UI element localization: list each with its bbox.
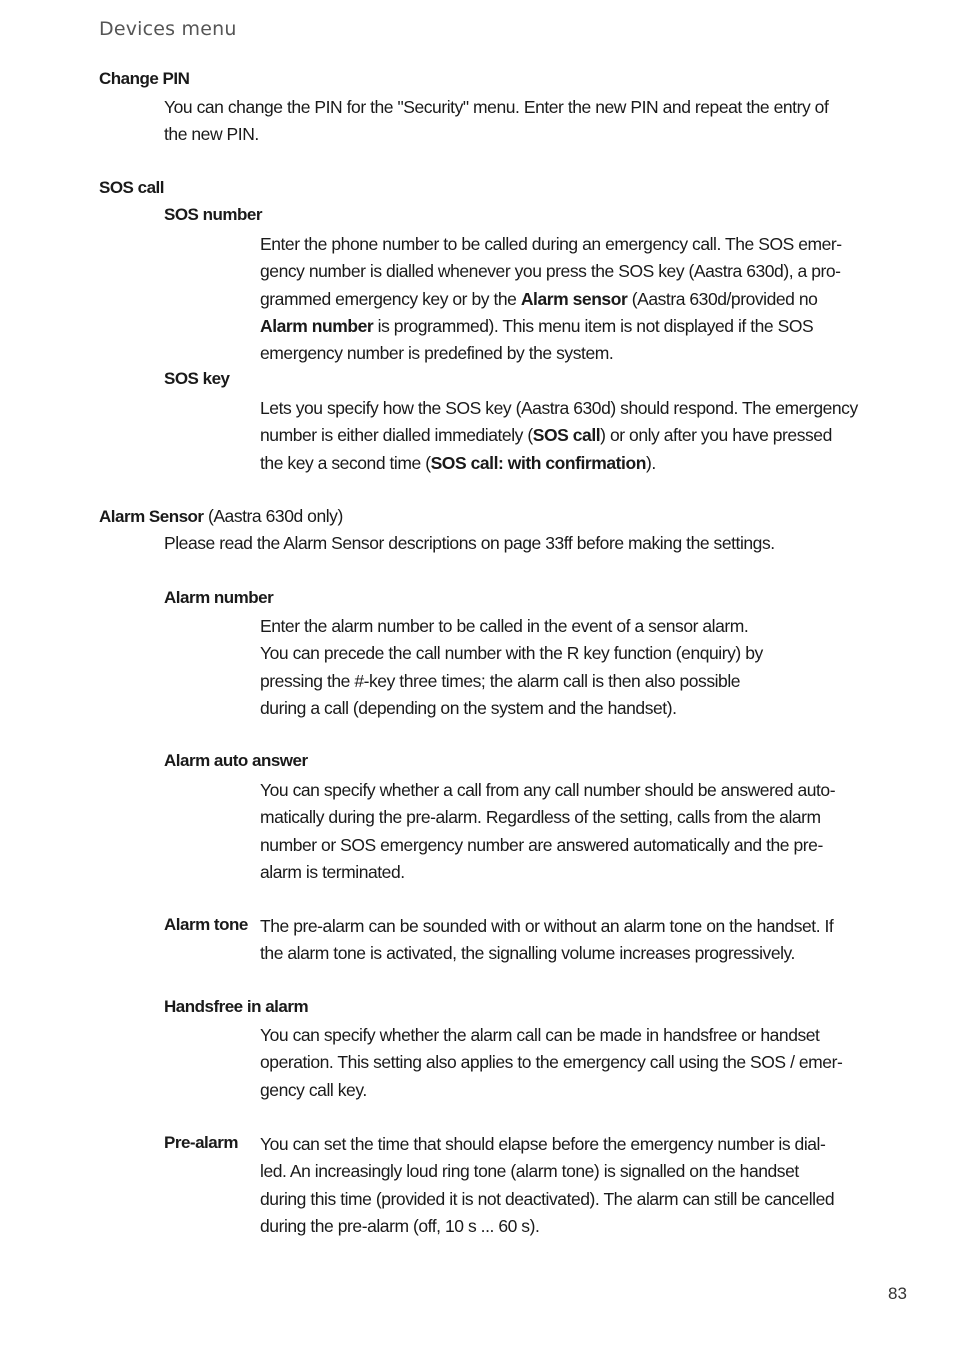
sos-number-line: Enter the phone number to be called during an emergency call. The SOS emer- — [260, 234, 842, 254]
change-pin-text — [164, 94, 828, 149]
page-header: Devices menu — [99, 18, 237, 40]
page-number: 83 — [888, 1284, 907, 1303]
sos-key-text — [260, 395, 858, 477]
alarm-sensor-intro: Please read the Alarm Sensor descriptions on page 33ff before making the settings. — [164, 533, 775, 553]
sos-call-term: SOS call — [532, 425, 601, 446]
alarm-number-line: during a call (depending on the system and the handset). — [260, 697, 677, 718]
sos-key-heading: SOS key — [164, 369, 230, 388]
alarm-tone-heading: Alarm tone — [164, 915, 248, 934]
sos-call-confirmation-term: SOS call: with confirmation — [430, 452, 646, 473]
alarm-number-line: Enter the alarm number to be called in the event of a sensor alarm. — [260, 616, 749, 636]
pre-alarm-line: during this time (provided it is not deactivated). The alarm can still be cancelled — [260, 1188, 835, 1209]
change-pin-line: You can change the PIN for the "Security" menu. Enter the new PIN and repeat the entry of — [164, 97, 829, 117]
sos-key-line: Lets you specify how the SOS key (Aastra 630d) should respond. The emergency — [260, 398, 858, 418]
handsfree-in-alarm-text — [260, 1022, 842, 1104]
sos-number-line: gency number is dialled whenever you press the SOS key (Aastra 630d), a pro- — [260, 261, 841, 282]
alarm-sensor-heading: Alarm Sensor (Aastra 630d only) — [99, 506, 343, 526]
alarm-tone-line: the alarm tone is activated, the signalling volume increases progressively. — [260, 943, 795, 964]
handsfree-in-alarm-line: gency call key. — [260, 1079, 367, 1100]
sos-number-line: Alarm number is programmed). This menu item is not displayed if the SOS — [260, 315, 814, 336]
pre-alarm-line: You can set the time that should elapse before the emergency number is dial- — [260, 1134, 826, 1154]
pre-alarm-text — [260, 1131, 834, 1240]
pre-alarm-line: during the pre-alarm (off, 10 s ... 60 s). — [260, 1215, 540, 1236]
alarm-number-heading: Alarm number — [164, 588, 274, 607]
handsfree-in-alarm-line: operation. This setting also applies to the emergency call using the SOS / emer- — [260, 1052, 843, 1073]
alarm-number-line: pressing the #-key three times; the alarm call is then also possible — [260, 670, 741, 691]
handsfree-in-alarm-heading: Handsfree in alarm — [164, 997, 309, 1016]
alarm-auto-answer-heading: Alarm auto answer — [164, 751, 308, 770]
sos-number-line: grammed emergency key or by the Alarm sensor (Aastra 630d/provided no — [260, 288, 818, 309]
alarm-number-line: You can precede the call number with the R key function (enquiry) by — [260, 643, 763, 664]
handsfree-in-alarm-line: You can specify whether the alarm call can be made in handsfree or handset — [260, 1025, 820, 1045]
sos-key-line: the key a second time (SOS call: with confirmation). — [260, 452, 656, 473]
alarm-auto-answer-line: number or SOS emergency number are answered automatically and the pre- — [260, 834, 823, 855]
change-pin-line: the new PIN. — [164, 124, 259, 145]
alarm-tone-line: The pre-alarm can be sounded with or without an alarm tone on the handset. If — [260, 916, 834, 936]
pre-alarm-heading: Pre-alarm — [164, 1133, 238, 1152]
sos-number-heading: SOS number — [164, 205, 262, 224]
alarm-number-term: Alarm number — [260, 315, 374, 336]
sos-call-heading: SOS call — [99, 178, 164, 197]
sos-number-text — [260, 231, 842, 367]
alarm-auto-answer-line: matically during the pre-alarm. Regardless of the setting, calls from the alarm — [260, 807, 821, 828]
change-pin-heading: Change PIN — [99, 69, 190, 88]
sos-number-line: emergency number is predefined by the system. — [260, 343, 614, 364]
alarm-tone-text — [260, 913, 833, 968]
alarm-auto-answer-text — [260, 777, 835, 886]
alarm-number-text — [260, 613, 763, 722]
alarm-auto-answer-line: alarm is terminated. — [260, 861, 405, 882]
alarm-auto-answer-line: You can specify whether a call from any call number should be answered auto- — [260, 780, 836, 800]
pre-alarm-line: led. An increasingly loud ring tone (alarm tone) is signalled on the handset — [260, 1161, 799, 1182]
sos-key-line: number is either dialled immediately (SOS call) or only after you have pressed — [260, 425, 832, 446]
alarm-sensor-term: Alarm sensor — [520, 288, 628, 309]
